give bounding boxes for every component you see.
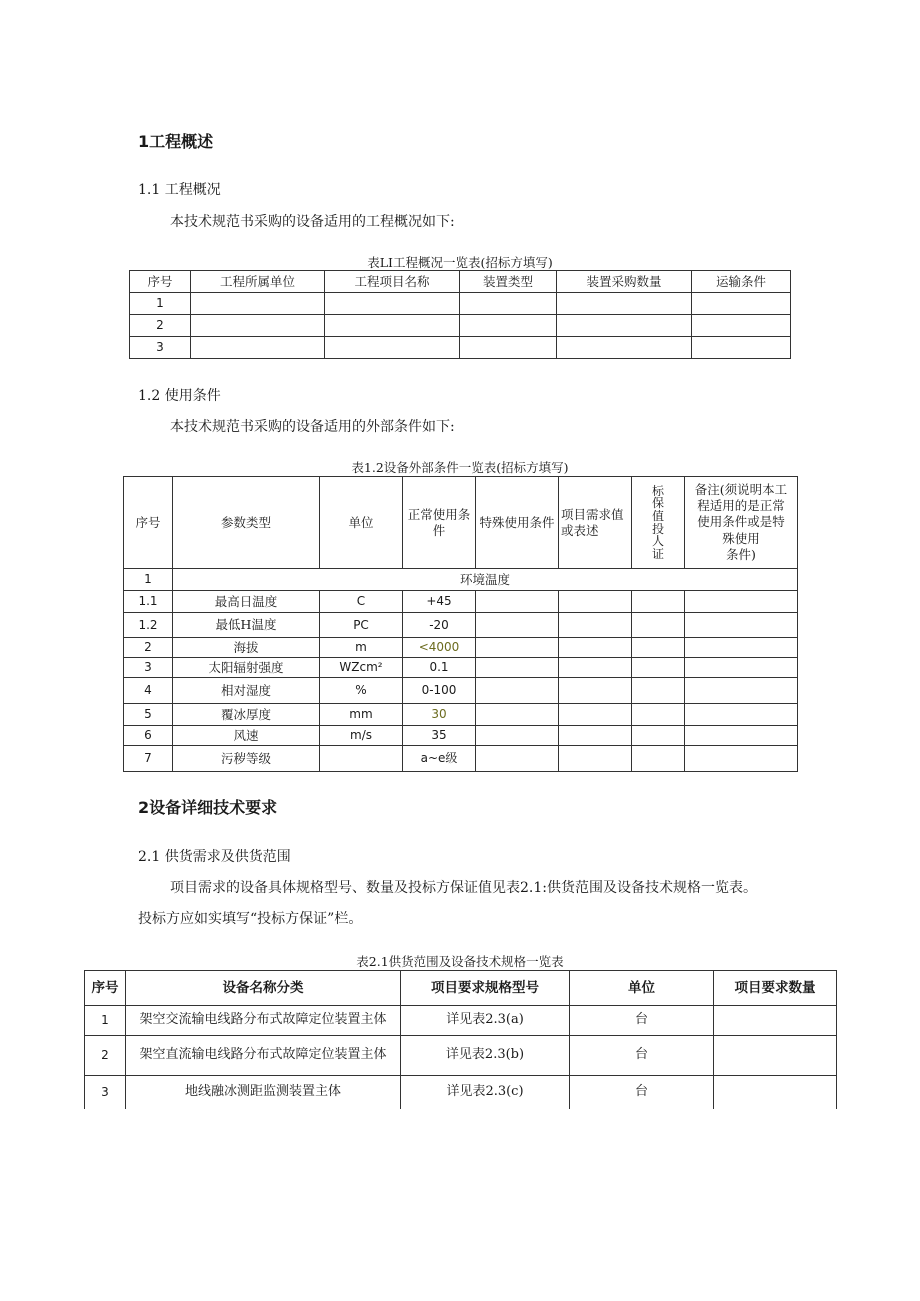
subsection-2-1-paragraph-line1: 项目需求的设备具体规格型号、数量及投标方保证值见表2.1:供货范围及设备技术规格一览表。 <box>170 880 757 896</box>
header-bidder-char: 人 <box>651 534 664 549</box>
cell-empty <box>191 337 325 359</box>
external-conditions-table <box>123 476 798 772</box>
header-bidder-char: 值 <box>651 508 664 523</box>
header-param-type: 参数类型 <box>173 477 320 569</box>
project-overview-table <box>129 270 791 359</box>
table-header-row <box>85 971 837 1006</box>
header-bidder-char: 标 <box>651 483 664 498</box>
cell-empty <box>557 293 692 315</box>
row-unit: PC <box>320 613 403 638</box>
header-remark-line: 殊使用 <box>722 530 760 546</box>
header-no: 序号 <box>130 271 191 293</box>
row-no: 3 <box>130 337 191 359</box>
row-no: 1 <box>130 293 191 315</box>
table-row <box>85 1036 837 1076</box>
cell-empty <box>632 658 685 678</box>
row-unit: % <box>320 678 403 704</box>
cell-empty <box>460 315 557 337</box>
row-unit: m <box>320 638 403 658</box>
cell-empty <box>685 704 798 726</box>
row-device-name: 架空直流输电线路分布式故障定位装置主体 <box>126 1036 401 1076</box>
header-remark-line: 备注(须说明本工 <box>694 481 788 497</box>
cell-empty <box>476 746 559 772</box>
cell-empty <box>325 337 460 359</box>
row-param: 风速 <box>173 726 320 746</box>
cell-empty <box>692 293 791 315</box>
row-no: 3 <box>124 658 173 678</box>
header-project-name: 工程项目名称 <box>325 271 460 293</box>
row-unit: 台 <box>570 1076 714 1109</box>
subsection-1-2-title: 1.2 使用条件 <box>138 388 221 404</box>
header-remark-line: 程适用的是正常 <box>697 498 785 514</box>
header-remark-line: 条件) <box>726 546 756 562</box>
cell-empty <box>685 746 798 772</box>
row-qty <box>714 1006 837 1036</box>
header-unit: 单位 <box>570 971 714 1006</box>
header-bidder-char: 保 <box>651 496 664 511</box>
group-label: 环境温度 <box>173 569 798 591</box>
cell-empty <box>559 591 632 613</box>
cell-empty <box>685 726 798 746</box>
row-device-name: 地线融冰测距监测装置主体 <box>126 1076 401 1109</box>
row-unit <box>320 746 403 772</box>
table-2-1-caption: 表2.1供货范围及设备技术规格一览表 <box>356 954 564 969</box>
row-normal-value: 0-100 <box>403 678 476 704</box>
row-normal-value: 30 <box>403 704 476 726</box>
row-no: 2 <box>130 315 191 337</box>
cell-empty <box>191 293 325 315</box>
table-1-1-caption: 表LI工程概况一览表(招标方填写) <box>367 255 553 270</box>
header-special-conditions: 特殊使用条件 <box>476 477 559 569</box>
group-row <box>124 569 798 591</box>
table-row <box>124 591 798 613</box>
header-bidder-char: 投 <box>651 521 664 536</box>
row-unit: WZcm² <box>320 658 403 678</box>
row-no: 6 <box>124 726 173 746</box>
cell-empty <box>559 658 632 678</box>
cell-empty <box>325 293 460 315</box>
cell-empty <box>692 337 791 359</box>
cell-empty <box>632 591 685 613</box>
subsection-1-2-intro: 本技术规范书采购的设备适用的外部条件如下: <box>170 419 455 435</box>
cell-empty <box>476 658 559 678</box>
section2-title: 2设备详细技术要求 <box>138 798 278 817</box>
cell-empty <box>476 726 559 746</box>
row-param: 覆冰厚度 <box>173 704 320 726</box>
row-no: 2 <box>124 638 173 658</box>
row-unit: C <box>320 591 403 613</box>
table-row <box>124 726 798 746</box>
table-1-2-caption: 表1.2设备外部条件一览表(招标方填写) <box>351 460 569 475</box>
header-purchase-qty: 装置采购数量 <box>557 271 692 293</box>
cell-empty <box>559 613 632 638</box>
row-no: 4 <box>124 678 173 704</box>
cell-empty <box>476 613 559 638</box>
row-spec: 详见表2.3(c) <box>401 1076 570 1109</box>
table-row <box>85 1006 837 1036</box>
row-unit: 台 <box>570 1006 714 1036</box>
table-header-row <box>124 477 798 569</box>
row-normal-value: 0.1 <box>403 658 476 678</box>
cell-empty <box>685 638 798 658</box>
cell-empty <box>476 638 559 658</box>
row-no: 1.1 <box>124 591 173 613</box>
row-normal-value: 35 <box>403 726 476 746</box>
cell-empty <box>692 315 791 337</box>
header-owner-unit: 工程所属单位 <box>191 271 325 293</box>
header-device-type: 装置类型 <box>460 271 557 293</box>
row-no: 1 <box>85 1006 126 1036</box>
row-no: 2 <box>85 1036 126 1076</box>
row-no: 1.2 <box>124 613 173 638</box>
table-row <box>124 746 798 772</box>
row-no: 5 <box>124 704 173 726</box>
header-qty: 项目要求数量 <box>714 971 837 1006</box>
cell-empty <box>476 678 559 704</box>
header-bidder-char: 证 <box>651 546 664 561</box>
row-unit: m/s <box>320 726 403 746</box>
cell-empty <box>632 726 685 746</box>
row-spec: 详见表2.3(b) <box>401 1036 570 1076</box>
cell-empty <box>191 315 325 337</box>
header-transport: 运输条件 <box>692 271 791 293</box>
row-normal-value: -20 <box>403 613 476 638</box>
row-no: 3 <box>85 1076 126 1109</box>
header-remark <box>685 477 798 569</box>
cell-empty <box>685 678 798 704</box>
subsection-2-1-title: 2.1 供货需求及供货范围 <box>138 849 291 865</box>
row-param: 太阳辐射强度 <box>173 658 320 678</box>
table-row <box>124 658 798 678</box>
cell-empty <box>559 678 632 704</box>
header-remark-line: 使用条件或是特 <box>697 514 785 530</box>
header-no: 序号 <box>124 477 173 569</box>
cell-empty <box>632 613 685 638</box>
subsection-2-1-paragraph-line2: 投标方应如实填写“投标方保证”栏。 <box>138 911 363 927</box>
table-row <box>130 337 791 359</box>
cell-empty <box>559 638 632 658</box>
cell-empty <box>460 293 557 315</box>
row-param: 最低H温度 <box>173 613 320 638</box>
table-row <box>124 613 798 638</box>
cell-empty <box>685 613 798 638</box>
table-row <box>124 678 798 704</box>
cell-empty <box>559 726 632 746</box>
table-row <box>130 315 791 337</box>
row-param: 海拔 <box>173 638 320 658</box>
subsection-1-1-intro: 本技术规范书采购的设备适用的工程概况如下: <box>170 214 455 230</box>
header-bidder-guarantee <box>632 477 685 569</box>
cell-empty <box>685 658 798 678</box>
group-no: 1 <box>124 569 173 591</box>
row-spec: 详见表2.3(a) <box>401 1006 570 1036</box>
row-device-name: 架空交流输电线路分布式故障定位装置主体 <box>126 1006 401 1036</box>
table-row <box>130 293 791 315</box>
cell-empty <box>460 337 557 359</box>
subsection-1-1-title: 1.1 工程概况 <box>138 182 221 198</box>
row-param: 相对湿度 <box>173 678 320 704</box>
cell-empty <box>632 746 685 772</box>
row-param: 最高日温度 <box>173 591 320 613</box>
row-qty <box>714 1036 837 1076</box>
supply-scope-table <box>84 970 837 1109</box>
row-normal-value: <4000 <box>403 638 476 658</box>
row-param: 污秽等级 <box>173 746 320 772</box>
cell-empty <box>557 337 692 359</box>
cell-empty <box>476 704 559 726</box>
cell-empty <box>557 315 692 337</box>
cell-empty <box>632 678 685 704</box>
cell-empty <box>476 591 559 613</box>
row-no: 7 <box>124 746 173 772</box>
header-no: 序号 <box>85 971 126 1006</box>
table-row <box>124 704 798 726</box>
header-required-value: 项目需求值或表述 <box>559 477 632 569</box>
section1-title: 1工程概述 <box>138 132 214 151</box>
header-unit: 单位 <box>320 477 403 569</box>
table-row <box>85 1076 837 1109</box>
cell-empty <box>632 704 685 726</box>
cell-empty <box>325 315 460 337</box>
header-device-name: 设备名称分类 <box>126 971 401 1006</box>
cell-empty <box>559 746 632 772</box>
table-header-row <box>130 271 791 293</box>
row-qty <box>714 1076 837 1109</box>
header-spec: 项目要求规格型号 <box>401 971 570 1006</box>
cell-empty <box>559 704 632 726</box>
row-unit: mm <box>320 704 403 726</box>
header-normal-conditions: 正常使用条件 <box>403 477 476 569</box>
row-normal-value: a~e级 <box>403 746 476 772</box>
table-row <box>124 638 798 658</box>
cell-empty <box>632 638 685 658</box>
cell-empty <box>685 591 798 613</box>
row-unit: 台 <box>570 1036 714 1076</box>
row-normal-value: +45 <box>403 591 476 613</box>
